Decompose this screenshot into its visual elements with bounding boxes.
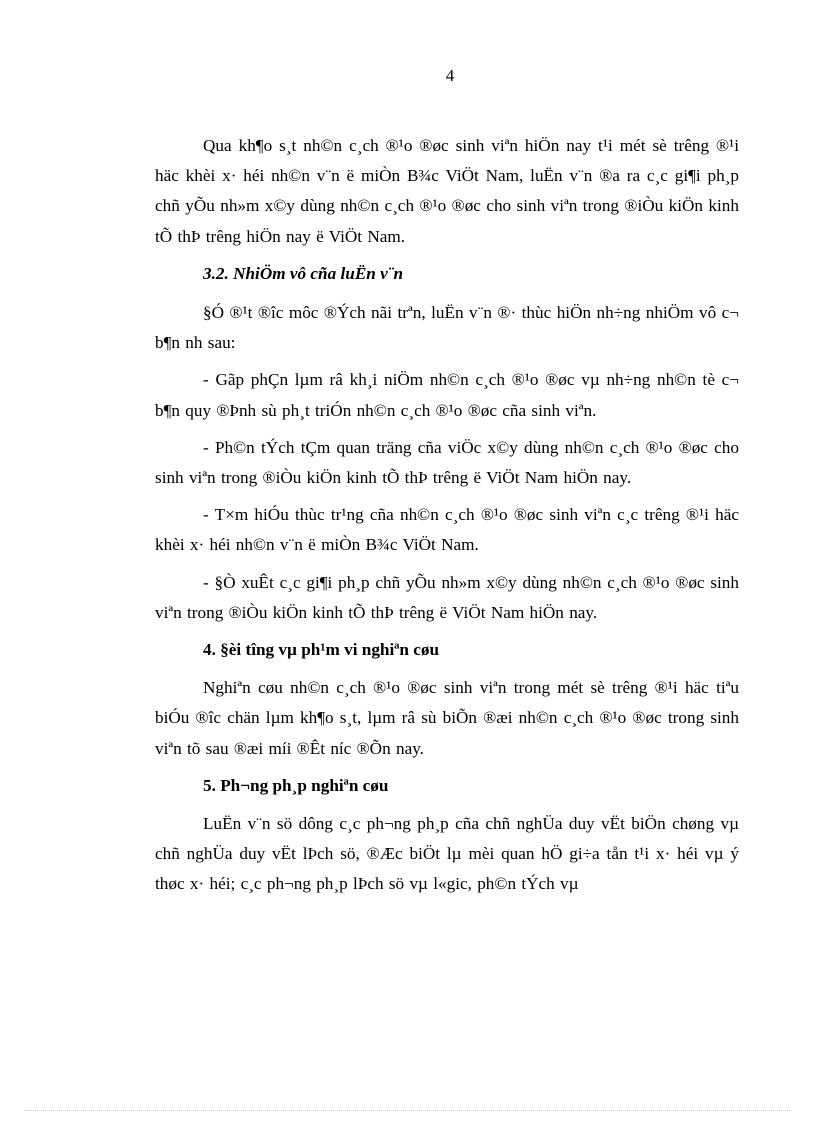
- paragraph-methods: LuËn v¨n sö dông c¸c ph¬ng ph¸p cña chñ nghÜa duy vËt biÖn chøng vµ chñ nghÜa duy vËt lÞch sö, ®Æc biÖt lµ mèi quan hÖ gi÷a tån t¹i x· héi vµ ý thøc x· héi; c¸c ph¬ng ph¸p lÞch sö vµ l«gic, ph©n tÝch vµ: [155, 814, 739, 894]
- task-item-3: - T×m hiÓu thùc tr¹ng cña nh©n c¸ch ®¹o ®øc sinh viªn c¸c trêng ®¹i häc khèi x· héi nh©n v¨n ë miÒn B¾c ViÖt Nam.: [155, 505, 739, 555]
- paragraph-scope: Nghiªn cøu nh©n c¸ch ®¹o ®øc sinh viªn trong mét sè trêng ®¹i häc tiªu biÓu ®îc chän lµm kh¶o s¸t, lµm râ sù biÕn ®æi nh©n c¸ch ®¹o ®øc trong sinh viªn tõ sau ®æi míi ®Êt níc ®Õn nay.: [155, 678, 739, 758]
- paragraph-intro: Qua kh¶o s¸t nh©n c¸ch ®¹o ®øc sinh viªn hiÖn nay t¹i mét sè trêng ®¹i häc khèi x· héi nh©n v¨n ë miÒn B¾c ViÖt Nam, luËn v¨n ®a ra c¸c gi¶i ph¸p chñ yÕu nh»m x©y dùng nh©n c¸ch ®¹o ®øc cho sinh viªn trong ®iÒu kiÖn kinh tÕ thÞ trêng hiÖn nay ë ViÖt Nam.: [155, 136, 739, 246]
- section-heading-4: 4. §èi tîng vµ ph¹m vi nghiªn cøu: [203, 640, 440, 660]
- section-heading-5: 5. Ph¬ng ph¸p nghiªn cøu: [203, 775, 389, 795]
- page-number: 4: [445, 66, 455, 85]
- task-item-1: - Gãp phÇn lµm râ kh¸i niÖm nh©n c¸ch ®¹o ®øc vµ nh÷ng nh©n tè c¬ b¶n quy ®Þnh sù ph¸t triÓn nh©n c¸ch ®¹o ®øc cña sinh viªn.: [155, 370, 739, 420]
- task-item-2: - Ph©n tÝch tÇm quan träng cña viÖc x©y dùng nh©n c¸ch ®¹o ®øc cho sinh viªn trong ®iÒu kiÖn kinh tÕ thÞ trêng ë ViÖt Nam hiÖn nay.: [155, 437, 739, 488]
- paragraph-tasks-intro: §Ó ®¹t ®îc môc ®Ých nãi trªn, luËn v¨n ®· thùc hiÖn nh÷ng nhiÖm vô c¬ b¶n nh sau:: [155, 303, 739, 353]
- page-bottom-divider: [24, 1110, 792, 1111]
- task-item-4: - §Ò xuÊt c¸c gi¶i ph¸p chñ yÕu nh»m x©y dùng nh©n c¸ch ®¹o ®øc sinh viªn trong ®iÒu kiÖn kinh tÕ thÞ trêng ë ViÖt Nam hiÖn nay.: [155, 572, 739, 622]
- section-heading-3-2: 3.2. NhiÖm vô cña luËn v¨n: [203, 263, 404, 283]
- document-body: [155, 131, 739, 907]
